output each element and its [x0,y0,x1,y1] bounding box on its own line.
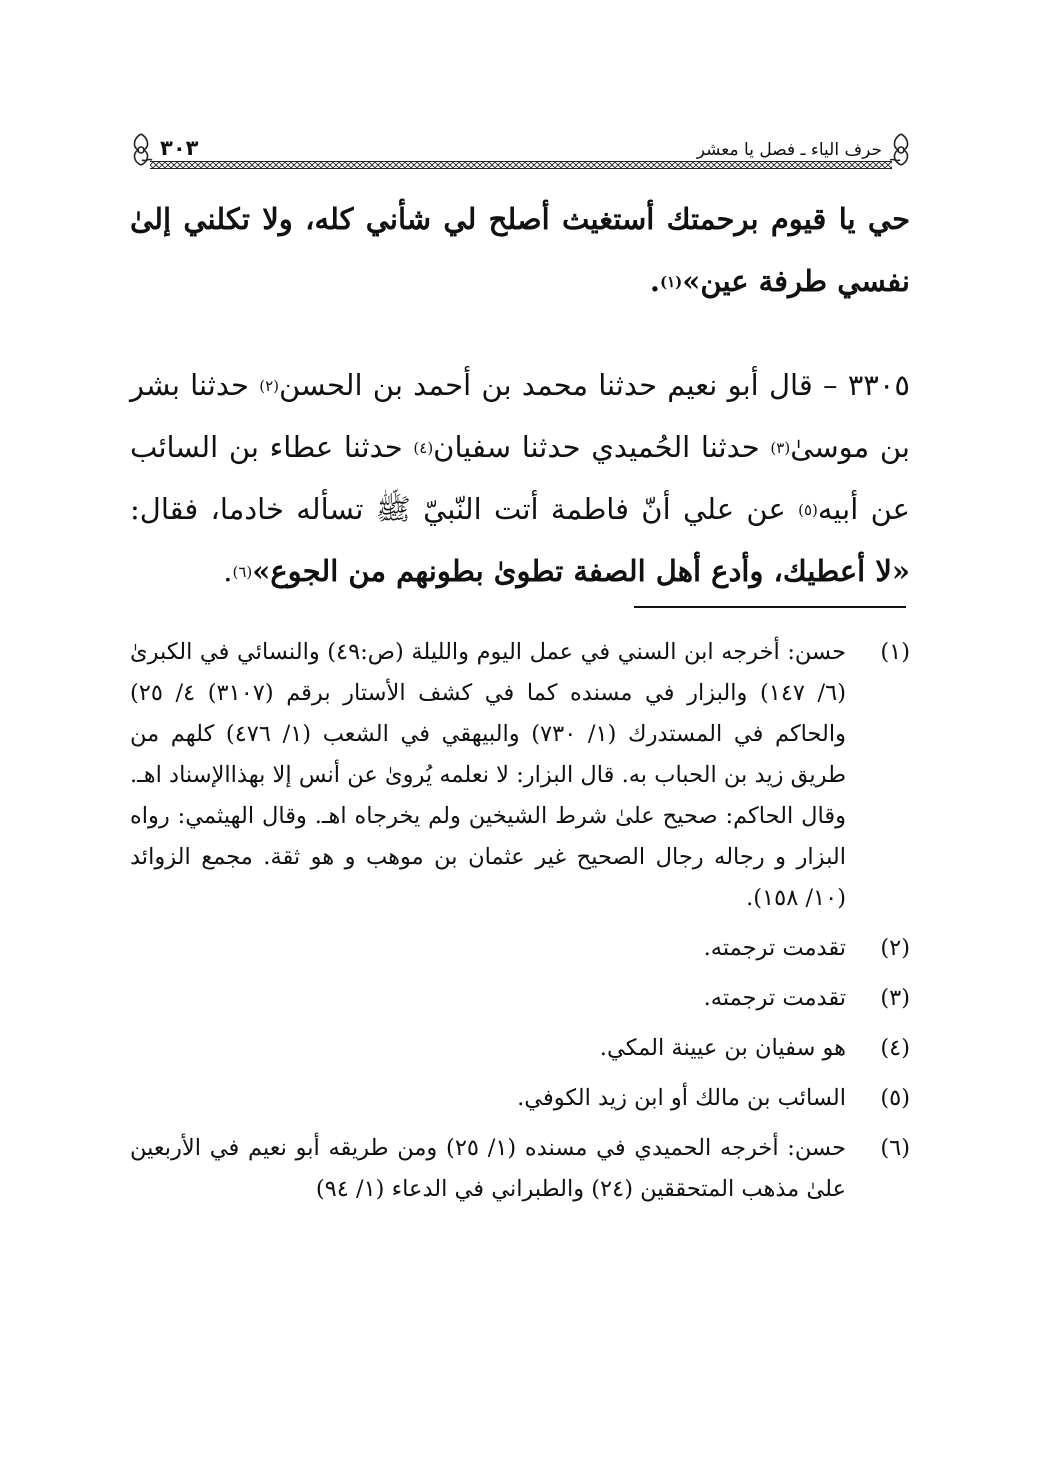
ornament-icon [126,130,156,168]
footnote-ref: (٦) [232,563,253,581]
footnote-number: (١) [880,639,910,665]
footnote-ref: (٥) [798,501,818,519]
paragraph-hadith-end [130,188,910,312]
footnote-text: حسن: أخرجه الحميدي في مسنده (١/ ٢٥) ومن طريقه أبو نعيم في الأربعين علىٰ مذهب المتحققين (٢٤) والطبراني في الدعاء (١/ ٩٤) [130,1135,846,1202]
footnote-text: تقدمت ترجمته. [703,935,846,961]
footnote-item [130,1078,910,1119]
footnote-text: السائب بن مالك أو ابن زيد الكوفي. [517,1085,846,1111]
footnote-ref: (٤) [413,439,434,457]
hadith-quote: «لا أعطيك، وأدع أهل الصفة تطوىٰ بطونهم من الجوع» [252,554,910,588]
footnote-text: تقدمت ترجمته. [703,985,846,1011]
footnote-text: هو سفيان بن عيينة المكي. [599,1035,846,1061]
footnote-ref: (٢) [259,377,279,395]
footnote-ref: (١) [659,273,683,291]
footnote-number: (٦) [880,1135,910,1161]
footnote-number: (٣) [880,985,910,1011]
footnotes-list [130,632,910,1219]
paragraph-text: حدثنا الحُميدي حدثنا سفيان [433,430,771,464]
page-header [126,118,916,174]
footnote-text: حسن: أخرجه ابن السني في عمل اليوم والليلة (ص:٤٩) والنسائي في الكبرىٰ (٦/ ١٤٧) والبزار في مسنده كما في كشف الأستار برقم (٣١٠٧) ٤/ ٢٥) والحاكم في المستدرك (١/ ٧٣٠) والبيهقي في الشعب (١/ ٤٧٦) كلهم من طريق زيد بن الحباب به. قال البزار: لا نعلمه يُروىٰ عن أنس إلا بهذاالإسناد اهـ. وقال الحاكم: صحيح علىٰ شرط الشيخين ولم يخرجاه اهـ. وقال الهيثمي: رواه البزار و رجاله رجال الصحيح غير عثمان بن موهب و هو ثقة. مجمع الزوائد (١٠/ ١٥٨). [130,639,847,911]
running-header-title: حرف الياء ـ فصل يا معشر [696,140,882,160]
footnote-ref: (٣) [770,439,791,457]
paragraph-end: . [649,264,660,298]
paragraph-text: عن علي أنّ فاطمة أتت النّبيّ ﷺ تسأله خادما، فقال: [130,492,799,526]
footnote-number: (٥) [880,1085,910,1111]
footnote-number: (٢) [880,935,910,961]
paragraph-end: . [223,554,233,588]
paragraph-hadith-3305 [130,354,910,602]
footnote-item [130,1128,910,1210]
paragraph-text: ٣٣٠٥ – قال أبو نعيم حدثنا محمد بن أحمد بن الحسن [279,368,910,402]
paragraph-text: حدثنا عطاء بن السائب عن أبيه [130,430,910,526]
paragraph-text: حي يا قيوم برحمتك أستغيث أصلح لي شأني كله، ولا تكلني إلىٰ نفسي طرفة عين» [130,202,910,298]
footnote-item [130,928,910,969]
footnote-item [130,632,910,919]
footnote-item [130,1028,910,1069]
footnote-item [130,978,910,1019]
page-number: ٣٠٣ [160,136,199,160]
footnote-divider [634,606,906,608]
main-text-body [130,188,910,602]
header-divider-rule [150,161,892,169]
paragraph-text: حدثنا بشر بن موسىٰ [130,368,910,464]
footnote-number: (٤) [880,1035,910,1061]
